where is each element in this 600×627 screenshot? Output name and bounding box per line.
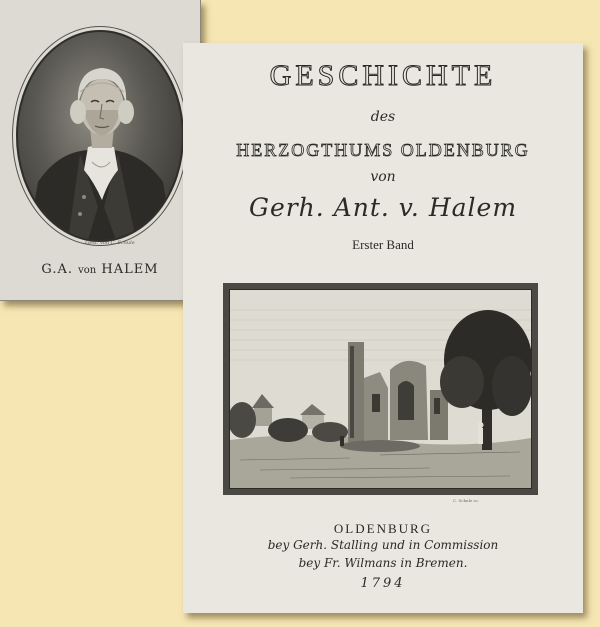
engraving-frame [229, 289, 532, 489]
publication-year: 1794 [360, 576, 406, 591]
engraving-credit: C. Schule sc. [453, 498, 480, 503]
publication-city: OLDENBURG [333, 521, 433, 536]
title-page [183, 43, 583, 613]
engraver-credit: Gest. von C. Schule [85, 240, 135, 246]
publisher-line-2: bey Fr. Wilmans in Bremen. [298, 556, 468, 570]
caption-von: von [78, 265, 97, 276]
ruin-landscape-image [230, 290, 531, 488]
ruin-engraving [223, 283, 538, 495]
portrait-figure-image [18, 32, 182, 240]
caption-name: HALEM [101, 262, 159, 277]
portrait-caption [0, 262, 200, 277]
caption-initials: G.A. [41, 262, 73, 277]
title-duchy: HERZOGTHUMS OLDENBURG [236, 140, 530, 160]
title-von: von [370, 169, 396, 185]
book-title: GESCHICHTE [269, 59, 497, 92]
title-des: des [370, 109, 396, 125]
portrait-engraving [16, 30, 184, 242]
portrait-plate [0, 0, 201, 301]
author-name: Gerh. Ant. v. Halem [248, 193, 518, 222]
publisher-line-1: bey Gerh. Stalling und in Commission [267, 538, 499, 552]
volume-label: Erster Band [352, 237, 414, 252]
